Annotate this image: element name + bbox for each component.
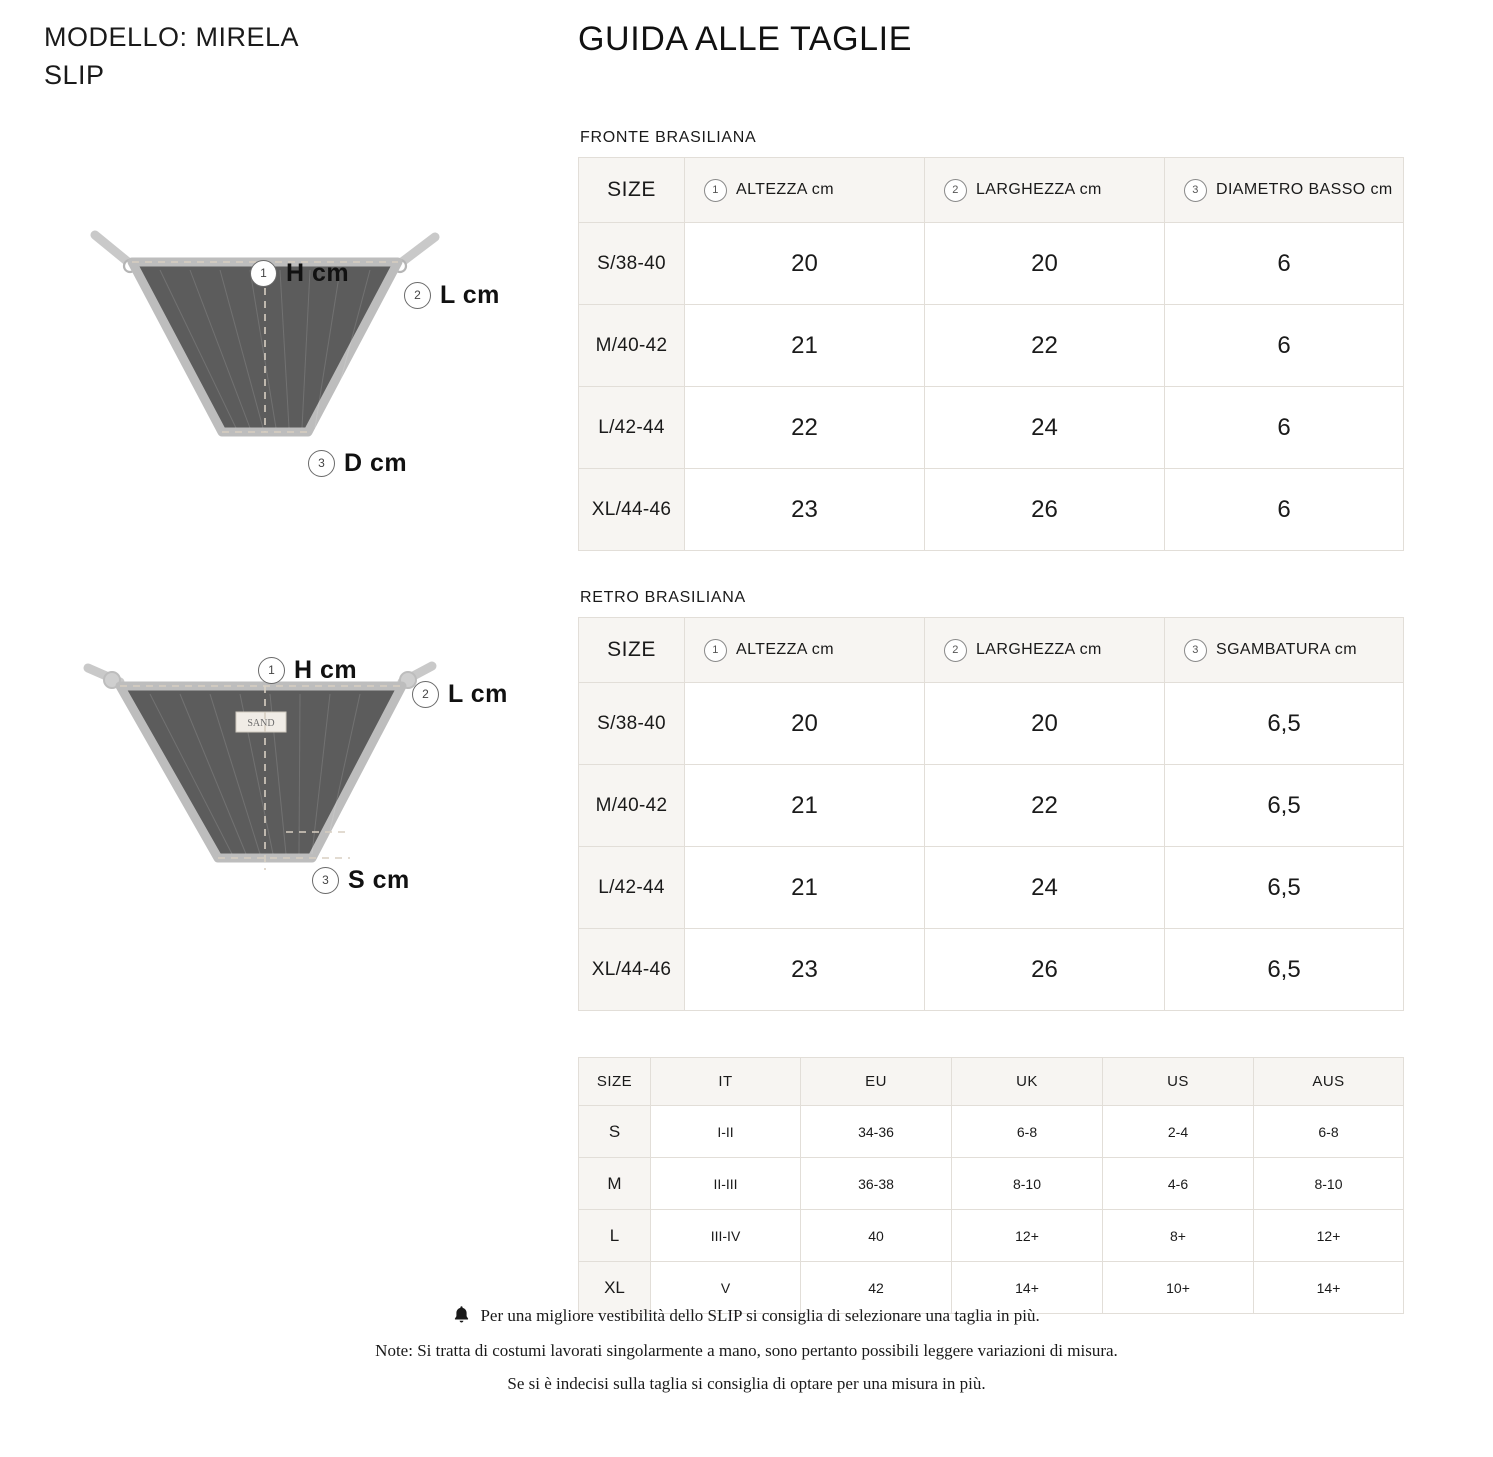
- cell-it: I-II: [651, 1106, 801, 1158]
- header-us: US: [1103, 1058, 1254, 1106]
- cell-sgambatura: 6,5: [1165, 683, 1404, 765]
- svg-text:SAND: SAND: [247, 718, 275, 729]
- cell-it: V: [651, 1262, 801, 1314]
- cell-aus: 6-8: [1254, 1106, 1404, 1158]
- cell-larghezza: 26: [925, 929, 1165, 1011]
- header-altezza: [685, 618, 925, 683]
- cell-size: M: [579, 1158, 651, 1210]
- header-larghezza: [925, 618, 1165, 683]
- header-altezza: [685, 158, 925, 223]
- cell-us: 4-6: [1103, 1158, 1254, 1210]
- callout-label-diameter-front: D cm: [344, 449, 408, 477]
- cell-diametro: 6: [1165, 305, 1404, 387]
- header-larghezza: [925, 158, 1165, 223]
- table-row: [579, 1210, 1404, 1262]
- front-brief-figure: [50, 210, 530, 510]
- cell-size: L/42-44: [579, 387, 685, 469]
- cell-larghezza: 26: [925, 469, 1165, 551]
- cell-diametro: 6: [1165, 469, 1404, 551]
- table-row: [579, 929, 1404, 1011]
- cell-sgambatura: 6,5: [1165, 847, 1404, 929]
- cell-us: 10+: [1103, 1262, 1254, 1314]
- cell-it: III-IV: [651, 1210, 801, 1262]
- front-brief-drawing: [50, 210, 530, 510]
- header-size: SIZE: [579, 618, 685, 683]
- cell-larghezza: 24: [925, 387, 1165, 469]
- callout-label-width-back: L cm: [448, 680, 508, 708]
- cell-size: XL/44-46: [579, 469, 685, 551]
- header-size: SIZE: [579, 1058, 651, 1106]
- cell-larghezza: 22: [925, 765, 1165, 847]
- callout-badge-3-back: 3: [312, 867, 339, 894]
- size-guide-panel: [578, 0, 1418, 1314]
- table-row: [579, 1106, 1404, 1158]
- cell-size: S/38-40: [579, 223, 685, 305]
- footer-notes: [0, 1300, 1493, 1400]
- cell-larghezza: 24: [925, 847, 1165, 929]
- badge-2-icon: 2: [944, 639, 967, 662]
- cell-size: S/38-40: [579, 683, 685, 765]
- product-type-label: SLIP: [44, 60, 105, 91]
- cell-eu: 40: [801, 1210, 952, 1262]
- cell-altezza: 20: [685, 683, 925, 765]
- cell-uk: 8-10: [952, 1158, 1103, 1210]
- table-row: [579, 1158, 1404, 1210]
- fit-advice-text: Per una migliore vestibilità dello SLIP si consiglia di selezionare una taglia in più.: [480, 1306, 1040, 1325]
- cell-altezza: 23: [685, 929, 925, 1011]
- product-illustrations-panel: [0, 0, 560, 1457]
- front-size-table: [578, 157, 1404, 551]
- cell-aus: 12+: [1254, 1210, 1404, 1262]
- back-size-table: [578, 617, 1404, 1011]
- cell-altezza: 21: [685, 765, 925, 847]
- cell-eu: 36-38: [801, 1158, 952, 1210]
- cell-altezza: 23: [685, 469, 925, 551]
- callout-label-legopening-back: S cm: [348, 866, 410, 894]
- cell-size: L: [579, 1210, 651, 1262]
- header-it: IT: [651, 1058, 801, 1106]
- badge-1-icon: 1: [704, 179, 727, 202]
- callout-badge-2-back: 2: [412, 681, 439, 708]
- callout-badge-1-front: 1: [250, 260, 277, 287]
- cell-size: XL/44-46: [579, 929, 685, 1011]
- header-sgambatura: [1165, 618, 1404, 683]
- cell-size: S: [579, 1106, 651, 1158]
- cell-diametro: 6: [1165, 387, 1404, 469]
- undecided-note: Se si è indecisi sulla taglia si consiglia di optare per una misura in più.: [507, 1373, 986, 1393]
- fit-advice-note: [0, 1300, 1493, 1335]
- badge-1-icon: 1: [704, 639, 727, 662]
- model-heading: [44, 18, 299, 95]
- table-row: [579, 847, 1404, 929]
- header-diametro: [1165, 158, 1404, 223]
- header-eu: EU: [801, 1058, 952, 1106]
- cell-sgambatura: 6,5: [1165, 765, 1404, 847]
- cell-size: M/40-42: [579, 765, 685, 847]
- back-brief-figure: [50, 620, 530, 940]
- cell-altezza: 21: [685, 305, 925, 387]
- badge-2-icon: 2: [944, 179, 967, 202]
- callout-label-width-front: L cm: [440, 281, 500, 309]
- cell-altezza: 22: [685, 387, 925, 469]
- cell-us: 2-4: [1103, 1106, 1254, 1158]
- header-aus: AUS: [1254, 1058, 1404, 1106]
- cell-altezza: 20: [685, 223, 925, 305]
- callout-label-height-back: H cm: [294, 656, 358, 684]
- cell-larghezza: 22: [925, 305, 1165, 387]
- model-label: MODELLO: MIRELA: [44, 22, 300, 52]
- section-caption-front: FRONTE BRASILIANA: [580, 129, 757, 146]
- size-conversion-table: [578, 1057, 1404, 1314]
- callout-badge-3-front: 3: [308, 450, 335, 477]
- header-altezza-label: ALTEZZA cm: [736, 181, 834, 198]
- table-row: [579, 765, 1404, 847]
- table-row: [579, 223, 1404, 305]
- callout-badge-2-front: 2: [404, 282, 431, 309]
- cell-aus: 8-10: [1254, 1158, 1404, 1210]
- cell-us: 8+: [1103, 1210, 1254, 1262]
- table-header-row: [579, 158, 1404, 223]
- header-uk: UK: [952, 1058, 1103, 1106]
- table-header-row: [579, 1058, 1404, 1106]
- page-title: GUIDA ALLE TAGLIE: [578, 20, 912, 58]
- cell-sgambatura: 6,5: [1165, 929, 1404, 1011]
- header-sgambatura-label: SGAMBATURA cm: [1216, 641, 1357, 658]
- header-diametro-label: DIAMETRO BASSO cm: [1216, 181, 1393, 198]
- cell-it: II-III: [651, 1158, 801, 1210]
- cell-larghezza: 20: [925, 683, 1165, 765]
- header-size: SIZE: [579, 158, 685, 223]
- cell-size: XL: [579, 1262, 651, 1314]
- table-row: [579, 683, 1404, 765]
- cell-size: M/40-42: [579, 305, 685, 387]
- cell-eu: 34-36: [801, 1106, 952, 1158]
- back-brief-drawing: [50, 620, 530, 940]
- callout-label-height-front: H cm: [286, 259, 350, 287]
- cell-larghezza: 20: [925, 223, 1165, 305]
- table-row: [579, 387, 1404, 469]
- cell-uk: 12+: [952, 1210, 1103, 1262]
- cell-uk: 14+: [952, 1262, 1103, 1314]
- header-larghezza-label: LARGHEZZA cm: [976, 641, 1102, 658]
- header-altezza-label: ALTEZZA cm: [736, 641, 834, 658]
- table-row: [579, 469, 1404, 551]
- handmade-note: Note: Si tratta di costumi lavorati singolarmente a mano, sono pertanto possibili leggere variazioni di misura.: [375, 1341, 1118, 1361]
- cell-eu: 42: [801, 1262, 952, 1314]
- badge-3-icon: 3: [1184, 179, 1207, 202]
- table-header-row: [579, 618, 1404, 683]
- badge-3-icon: 3: [1184, 639, 1207, 662]
- cell-uk: 6-8: [952, 1106, 1103, 1158]
- cell-size: L/42-44: [579, 847, 685, 929]
- cell-aus: 14+: [1254, 1262, 1404, 1314]
- cell-diametro: 6: [1165, 223, 1404, 305]
- cell-altezza: 21: [685, 847, 925, 929]
- callout-badge-1-back: 1: [258, 657, 285, 684]
- header-larghezza-label: LARGHEZZA cm: [976, 181, 1102, 198]
- table-row: [579, 305, 1404, 387]
- bell-icon: [453, 1303, 470, 1335]
- section-caption-back: RETRO BRASILIANA: [580, 589, 746, 606]
